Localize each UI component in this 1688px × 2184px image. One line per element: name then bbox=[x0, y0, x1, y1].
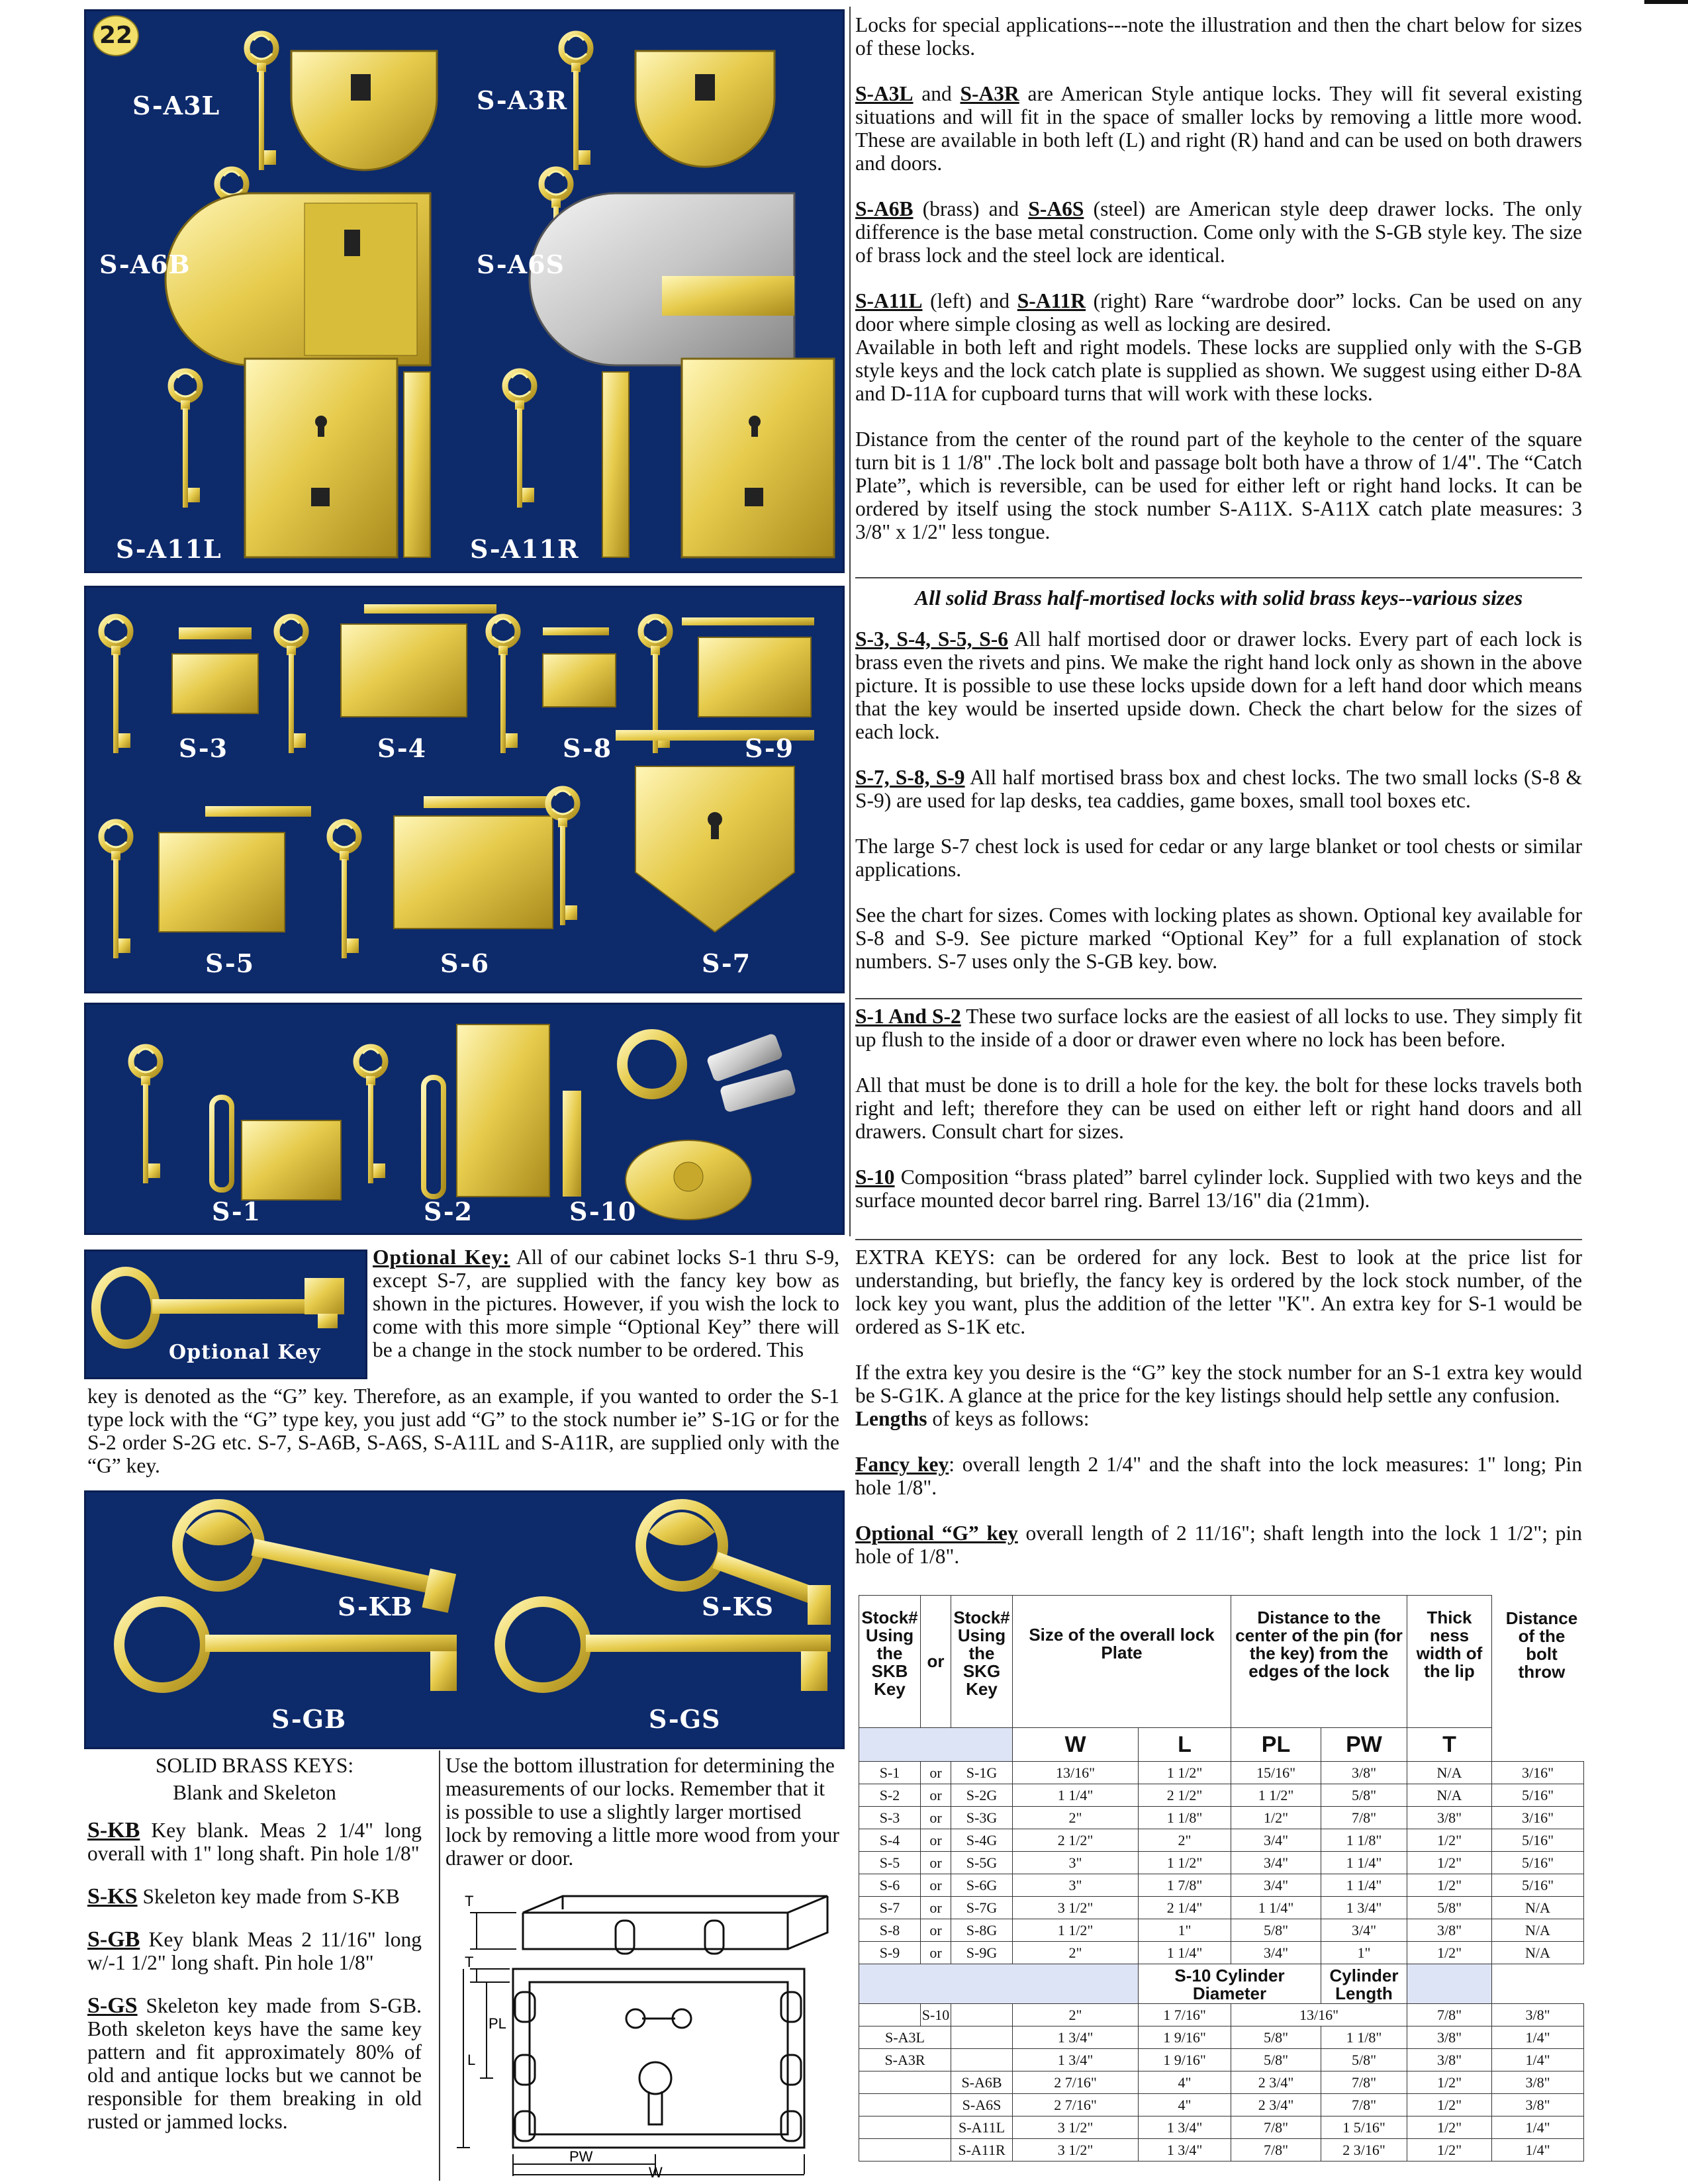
label-s-a11l: S-A11L bbox=[116, 534, 222, 564]
chart-cell: 2 3/16" bbox=[1321, 2139, 1407, 2161]
chart-cell: 3/8" bbox=[1492, 2094, 1584, 2116]
desc-s-gb: Key blank Meas 2 11/16" long w/-1 1/2" long shaft. Pin hole 1/8" bbox=[87, 1928, 422, 1974]
lengths-bold: Lengths bbox=[855, 1407, 927, 1430]
paragraph-s7-s9 bbox=[855, 766, 1582, 812]
chart-cell: 1/2" bbox=[1407, 1852, 1492, 1874]
chart-cell: S-6G bbox=[951, 1874, 1013, 1897]
chart-letter-row bbox=[859, 1728, 1584, 1762]
label-s-a6s: S-A6S bbox=[477, 250, 565, 279]
code-s-a3r: S-A3R bbox=[960, 82, 1019, 105]
chart-cell: 1 1/8" bbox=[1139, 1807, 1231, 1829]
chart-cell: N/A bbox=[1492, 1942, 1584, 1964]
chart-cell bbox=[951, 2026, 1013, 2049]
label-s-4: S-4 bbox=[377, 733, 427, 763]
chart-cell: 3 1/2" bbox=[1013, 2139, 1139, 2161]
chart-cell: 1 1/8" bbox=[1321, 2026, 1407, 2049]
code-s3-s6: S-3, S-4, S-5, S-6 bbox=[855, 627, 1008, 651]
label-s-2: S-2 bbox=[424, 1197, 473, 1226]
chart-cell: 1/2" bbox=[1407, 1942, 1492, 1964]
chart-cell: 1 3/4" bbox=[1139, 2139, 1231, 2161]
chart-cell: 5/16" bbox=[1492, 1829, 1584, 1852]
right-column-text-4 bbox=[855, 1246, 1582, 1568]
header-pin-distance: Distance to the center of the pin (for the key) from the edges of the lock bbox=[1231, 1596, 1407, 1728]
chart-cell: S-5G bbox=[951, 1852, 1013, 1874]
chart-cell: 2 1/2" bbox=[1013, 1829, 1139, 1852]
solid-brass-keys-text bbox=[87, 1754, 422, 2146]
chart-cell: 4" bbox=[1139, 2071, 1231, 2094]
chart-cell: 5/16" bbox=[1492, 1874, 1584, 1897]
label-s-10: S-10 bbox=[569, 1197, 637, 1226]
letter-l: L bbox=[1139, 1728, 1231, 1762]
chart-cell: 1/2" bbox=[1231, 1807, 1321, 1829]
chart-cell: 4" bbox=[1139, 2094, 1231, 2116]
chart-cell: N/A bbox=[1492, 1897, 1584, 1919]
chart-row bbox=[859, 2004, 1584, 2026]
chart-cell: 3/4" bbox=[1231, 1874, 1321, 1897]
chart-cell: 13/16" bbox=[1231, 2004, 1407, 2026]
chart-cell: 1 9/16" bbox=[1139, 2049, 1231, 2071]
chart-cell: S-A11L bbox=[951, 2116, 1013, 2139]
chart-cell: 3/8" bbox=[1321, 1762, 1407, 1784]
header-skg: Stock# Using the SKG Key bbox=[951, 1596, 1013, 1728]
chart-cell bbox=[859, 2094, 951, 2116]
chart-cell: 2" bbox=[1013, 1942, 1139, 1964]
paragraph-s7-large: The large S-7 chest lock is used for cedar or any large blanket or tool chests or similar applications. bbox=[855, 835, 1582, 881]
chart-cell: 3/8" bbox=[1492, 2071, 1584, 2094]
paragraph-drill: All that must be done is to drill a hole for the key. the bolt for these locks travels both right and left; therefore they can be used on either left or right hand doors and all drawers. Consult chart for sizes. bbox=[855, 1073, 1582, 1143]
chart-cell: 1/4" bbox=[1492, 2026, 1584, 2049]
code-s-a6b: S-A6B bbox=[855, 197, 914, 220]
chart-row bbox=[859, 1942, 1584, 1964]
header-cylinder-diameter: S-10 Cylinder Diameter bbox=[1139, 1964, 1321, 2004]
chart-cell: 2 7/16" bbox=[1013, 2094, 1139, 2116]
paragraph-s3-s6 bbox=[855, 627, 1582, 743]
code-s1-s2: S-1 And S-2 bbox=[855, 1005, 961, 1028]
chart-cell bbox=[859, 2071, 951, 2094]
chart-cell: 1 1/2" bbox=[1013, 1919, 1139, 1942]
optional-key-text-continued bbox=[87, 1385, 839, 1477]
chart-cell: 5/8" bbox=[1231, 2026, 1321, 2049]
paragraph-s10 bbox=[855, 1165, 1582, 1212]
label-s-9: S-9 bbox=[745, 733, 794, 763]
chart-cell: 1/4" bbox=[1492, 2116, 1584, 2139]
code-s-a6s: S-A6S bbox=[1028, 197, 1084, 220]
chart-cell: 15/16" bbox=[1231, 1762, 1321, 1784]
desc-s-a6: (steel) are American style deep drawer locks. The only difference is the base metal construction. Come only with the S-GB style key. The size of brass lock and the steel lock are identical. bbox=[855, 197, 1582, 267]
label-s-7: S-7 bbox=[702, 948, 751, 978]
chart-cell: 7/8" bbox=[1321, 1807, 1407, 1829]
chart-row bbox=[859, 1829, 1584, 1852]
chart-cell: S-2 bbox=[859, 1784, 921, 1807]
chart-cell: 3" bbox=[1013, 1852, 1139, 1874]
chart-cell: S-A3R bbox=[859, 2049, 951, 2071]
keys-heading-1: SOLID BRASS KEYS: bbox=[155, 1754, 354, 1777]
code-s-a11l: S-A11L bbox=[855, 289, 923, 312]
label-s-a3r: S-A3R bbox=[477, 85, 568, 115]
chart-cell: N/A bbox=[1492, 1919, 1584, 1942]
letter-t: T bbox=[1407, 1728, 1492, 1762]
chart-cell: S-10 bbox=[921, 2004, 951, 2026]
chart-cell: 1" bbox=[1321, 1942, 1407, 1964]
chart-row bbox=[859, 1852, 1584, 1874]
chart-cell: or bbox=[921, 1762, 951, 1784]
keys-heading-2: Blank and Skeleton bbox=[173, 1781, 336, 1804]
optional-key-text bbox=[373, 1246, 839, 1361]
chart-cell: S-8 bbox=[859, 1919, 921, 1942]
chart-cell: 5/8" bbox=[1407, 1897, 1492, 1919]
optional-key-title: Optional Key: bbox=[373, 1246, 510, 1269]
desc-s7-s9: All half mortised brass box and chest locks. The two small locks (S-8 & S-9) are used for lap desks, tea caddies, game boxes, small tool boxes etc. bbox=[855, 766, 1583, 812]
chart-cell: 3/8" bbox=[1407, 2026, 1492, 2049]
chart-cell: 7/8" bbox=[1321, 2094, 1407, 2116]
chart-cell: 1 1/2" bbox=[1139, 1852, 1231, 1874]
chart-cell: 1/2" bbox=[1407, 2071, 1492, 2094]
chart-row bbox=[859, 2071, 1584, 2094]
chart-row bbox=[859, 2094, 1584, 2116]
text-left-and: (left) and bbox=[922, 289, 1017, 312]
label-optional-key: Optional Key bbox=[169, 1341, 321, 1364]
label-s-a6b: S-A6B bbox=[99, 250, 191, 279]
code-s-a3l: S-A3L bbox=[855, 82, 914, 105]
chart-cell: 5/8" bbox=[1321, 1784, 1407, 1807]
code-s-kb: S-KB bbox=[87, 1818, 140, 1843]
chart-cell bbox=[951, 2004, 1013, 2026]
chart-cell: or bbox=[921, 1874, 951, 1897]
chart-cell: S-A6B bbox=[951, 2071, 1013, 2094]
chart-cell: 1 7/8" bbox=[1139, 1874, 1231, 1897]
paragraph-s-a3 bbox=[855, 82, 1582, 175]
chart-cell: 3/8" bbox=[1492, 2004, 1584, 2026]
chart-cell: 1 1/2" bbox=[1139, 1762, 1231, 1784]
chart-cell: 7/8" bbox=[1321, 2071, 1407, 2094]
paragraph-g-key: If the extra key you desire is the “G” key the stock number for an S-1 extra key would be S-G1K. A glance at the price for the key listings should help settle any confusion. bbox=[855, 1361, 1582, 1407]
right-column-text-3 bbox=[855, 1005, 1582, 1212]
header-skb: Stock# Using the SKB Key bbox=[859, 1596, 921, 1728]
column-divider bbox=[849, 7, 851, 1236]
chart-cell: 3/8" bbox=[1407, 1919, 1492, 1942]
code-s-a11r: S-A11R bbox=[1017, 289, 1086, 312]
panel-half-mortised-locks bbox=[84, 586, 845, 993]
chart-cell: 1/2" bbox=[1407, 1829, 1492, 1852]
chart-cell: 2 1/4" bbox=[1139, 1897, 1231, 1919]
desc-optional-g-key: overall length of 2 11/16"; shaft length into the lock 1 1/2"; pin hole of 1/8". bbox=[855, 1522, 1582, 1568]
chart-subheader-row bbox=[859, 1964, 1584, 2004]
panel-surface-locks bbox=[84, 1003, 845, 1235]
chart-cell: 1/2" bbox=[1407, 2139, 1492, 2161]
chart-cell: 1/4" bbox=[1492, 2049, 1584, 2071]
chart-cell: S-7 bbox=[859, 1897, 921, 1919]
lock-size-chart bbox=[859, 1595, 1584, 2161]
right-column-text-2 bbox=[855, 627, 1582, 973]
chart-cell: S-A11R bbox=[951, 2139, 1013, 2161]
dim-label-pw: PW bbox=[569, 2148, 593, 2165]
optional-key-desc-2: key is denoted as the “G” key. Therefore, as an example, if you wanted to order the S-1 type lock with the “G” type key, you just add “G” to the stock number ie” S-1G or for the S-2 order S-2G etc. S-7, S-A6B, S-A6S, S-A11L and S-A11R, are supplied only with the “G” key. bbox=[87, 1385, 839, 1477]
half-mortised-heading: All solid Brass half-mortised locks with solid brass keys--various sizes bbox=[914, 586, 1523, 610]
chart-cell: 3 1/2" bbox=[1013, 1897, 1139, 1919]
chart-cell: 2 3/4" bbox=[1231, 2094, 1321, 2116]
text-and: and bbox=[913, 82, 961, 105]
paragraph-s-a11-models: Available in both left and right models. These locks are supplied only with the S-GB style keys and the lock catch plate is supplied as shown. We suggest using either D-8A and D-11A for cupboard turns that will work with these locks. bbox=[855, 336, 1582, 405]
chart-cell: S-8G bbox=[951, 1919, 1013, 1942]
chart-cell: 1 1/2" bbox=[1231, 1784, 1321, 1807]
desc-s-ks: Skeleton key made from S-KB bbox=[137, 1885, 400, 1908]
code-fancy-key: Fancy key bbox=[855, 1453, 949, 1476]
desc-s-a3: are American Style antique locks. They will fit several existing situations and will fit in the space of smaller locks by removing a little more wood. These are available in both left (L) and right (R) hand and can be used on both drawers and doors. bbox=[855, 82, 1582, 175]
lengths-rest: of keys as follows: bbox=[927, 1407, 1090, 1430]
chart-cell: or bbox=[921, 1829, 951, 1852]
dim-label-t-lip: T bbox=[465, 1954, 474, 1970]
chart-cell: or bbox=[921, 1919, 951, 1942]
chart-cell: S-3G bbox=[951, 1807, 1013, 1829]
chart-cell: 13/16" bbox=[1013, 1762, 1139, 1784]
chart-cell: 5/16" bbox=[1492, 1784, 1584, 1807]
chart-cell: 1 1/4" bbox=[1321, 1852, 1407, 1874]
chart-cell: 1 7/16" bbox=[1139, 2004, 1231, 2026]
chart-cell: or bbox=[921, 1807, 951, 1829]
chart-cell: 2" bbox=[1013, 2004, 1139, 2026]
chart-cell: S-A3L bbox=[859, 2026, 951, 2049]
chart-cell: 1 1/4" bbox=[1013, 1784, 1139, 1807]
measurement-text: Use the bottom illustration for determining the measurements of our locks. Remember that it is possible to use a slightly larger mortised lock by removing a little more wood from your drawer or door. bbox=[445, 1754, 839, 1870]
paragraph-extra-keys: EXTRA KEYS: can be ordered for any lock. Best to look at the price list for understanding, but briefly, the fancy key is ordered by the lock stock number, of the lock key you want, plus the addition of the letter "K". An extra key for S-1 would be ordered as S-1K etc. bbox=[855, 1246, 1582, 1338]
chart-cell: S-7G bbox=[951, 1897, 1013, 1919]
heading-rule bbox=[855, 577, 1582, 578]
chart-cell bbox=[951, 2049, 1013, 2071]
chart-cell: 1/2" bbox=[1407, 1874, 1492, 1897]
label-s-a11r: S-A11R bbox=[470, 534, 579, 564]
chart-header-row bbox=[859, 1596, 1584, 1728]
panel-optional-key bbox=[84, 1250, 367, 1379]
chart-cell: S-9G bbox=[951, 1942, 1013, 1964]
chart-cell: S-1 bbox=[859, 1762, 921, 1784]
paragraph-distance: Distance from the center of the round part of the keyhole to the center of the square turn bit is 1 1/8" .The lock bolt and passage bolt both have a throw of 1/4". The “Catch Plate”, which is reversible, can be used for either left or right hand locks. It can be ordered by itself using the stock number S-A11X. S-A11X catch plate measures: 3 3/8" x 1/2" less tongue. bbox=[855, 428, 1582, 543]
chart-cell: 3/8" bbox=[1407, 1807, 1492, 1829]
chart-cell: 1 1/4" bbox=[1231, 1897, 1321, 1919]
intro-paragraph: Locks for special applications---note the illustration and then the chart below for sizes of these locks. bbox=[855, 13, 1582, 60]
chart-cell: 5/8" bbox=[1321, 2049, 1407, 2071]
header-lip: Thick ness width of the lip bbox=[1407, 1596, 1492, 1728]
chart-row bbox=[859, 2026, 1584, 2049]
code-s-ks: S-KS bbox=[87, 1884, 138, 1909]
chart-cell: S-6 bbox=[859, 1874, 921, 1897]
label-s-5: S-5 bbox=[205, 948, 255, 978]
chart-cell: 1 3/4" bbox=[1013, 2049, 1139, 2071]
letter-pw: PW bbox=[1321, 1728, 1407, 1762]
chart-cell: N/A bbox=[1407, 1762, 1492, 1784]
chart-cell: 7/8" bbox=[1407, 2004, 1492, 2026]
page-number-badge: 22 bbox=[93, 15, 139, 56]
panel-special-locks bbox=[84, 9, 845, 573]
dim-label-t-top: T bbox=[465, 1893, 474, 1909]
label-s-1: S-1 bbox=[212, 1197, 261, 1226]
label-s-gb: S-GB bbox=[271, 1704, 347, 1734]
chart-cell: 1 1/4" bbox=[1139, 1942, 1231, 1964]
chart-cell: S-5 bbox=[859, 1852, 921, 1874]
chart-cell: S-2G bbox=[951, 1784, 1013, 1807]
panel-brass-keys bbox=[84, 1490, 845, 1749]
chart-cell: or bbox=[921, 1942, 951, 1964]
half-mortised-locks-illustration bbox=[86, 588, 843, 991]
chart-row bbox=[859, 2049, 1584, 2071]
surface-rule bbox=[855, 998, 1582, 999]
chart-cell: 2" bbox=[1139, 1829, 1231, 1852]
chart-cell: 1/2" bbox=[1407, 2094, 1492, 2116]
chart-cell: 3/4" bbox=[1321, 1919, 1407, 1942]
right-column-text bbox=[855, 13, 1582, 543]
chart-row bbox=[859, 1762, 1584, 1784]
chart-cell: 5/8" bbox=[1231, 1919, 1321, 1942]
desc-fancy-key: : overall length 2 1/4" and the shaft into the lock measures: 1" long; Pin hole 1/8". bbox=[855, 1453, 1582, 1499]
lock-measurement-diagram bbox=[450, 1893, 841, 2177]
chart-cell: 7/8" bbox=[1231, 2116, 1321, 2139]
label-s-kb: S-KB bbox=[338, 1592, 413, 1621]
label-s-a3l: S-A3L bbox=[132, 91, 220, 120]
chart-cell: 3/4" bbox=[1231, 1942, 1321, 1964]
chart-cell: 1/2" bbox=[1407, 2116, 1492, 2139]
chart-cell: 1 3/4" bbox=[1321, 1897, 1407, 1919]
paragraph-s-a6 bbox=[855, 197, 1582, 267]
chart-cell: 3/4" bbox=[1231, 1829, 1321, 1852]
chart-row bbox=[859, 1919, 1584, 1942]
extra-keys-rule bbox=[855, 1239, 1582, 1240]
chart-cell: S-9 bbox=[859, 1942, 921, 1964]
header-cylinder-length: Cylinder Length bbox=[1321, 1964, 1407, 2004]
dim-label-w: W bbox=[649, 2164, 663, 2177]
chart-cell: 3/16" bbox=[1492, 1762, 1584, 1784]
chart-cell bbox=[859, 2004, 921, 2026]
chart-row bbox=[859, 1897, 1584, 1919]
chart-cell: 5/8" bbox=[1231, 2049, 1321, 2071]
chart-cell: 1 3/4" bbox=[1139, 2116, 1231, 2139]
optional-key-desc-1: All of our cabinet locks S-1 thru S-9, except S-7, are supplied with the fancy key bow as shown in the pictures. However, if you wish the lock to come with this more simple “Optional Key” there will be a change in the stock number to be ordered. This bbox=[373, 1246, 839, 1361]
chart-row bbox=[859, 1874, 1584, 1897]
chart-cell: 3" bbox=[1013, 1874, 1139, 1897]
text-brass-and: (brass) and bbox=[913, 197, 1029, 220]
header-bolt-throw: Distance of the bolt throw bbox=[1505, 1608, 1578, 1682]
chart-cell bbox=[859, 2116, 951, 2139]
letter-pl: PL bbox=[1231, 1728, 1321, 1762]
page-edge-mark bbox=[1644, 0, 1688, 4]
chart-cell: or bbox=[921, 1852, 951, 1874]
label-s-8: S-8 bbox=[563, 733, 612, 763]
chart-cell: 3/4" bbox=[1231, 1852, 1321, 1874]
desc-s-kb: Key blank. Meas 2 1/4" long overall with 1" long shaft. Pin hole 1/8" bbox=[87, 1819, 422, 1865]
dim-label-l: L bbox=[467, 2052, 476, 2068]
chart-cell: 2 7/16" bbox=[1013, 2071, 1139, 2094]
desc-s-gs: Skeleton key made from S-GB. Both skeleton keys have the same key pattern and fit approximately 80% of old and antique locks but we cannot be responsible for them breaking in old rusted or jammed locks. bbox=[87, 1994, 422, 2133]
chart-row bbox=[859, 2139, 1584, 2161]
chart-cell: S-1G bbox=[951, 1762, 1013, 1784]
desc-s10: Composition “brass plated” barrel cylinder lock. Supplied with two keys and the surface mounted decor barrel ring. Barrel 13/16" dia (21mm). bbox=[855, 1165, 1582, 1212]
chart-cell: 1" bbox=[1139, 1919, 1231, 1942]
label-s-gs: S-GS bbox=[649, 1704, 721, 1734]
chart-cell: 3 1/2" bbox=[1013, 2116, 1139, 2139]
paragraph-fancy-key bbox=[855, 1453, 1582, 1499]
dim-label-pl: PL bbox=[489, 2015, 506, 2032]
paragraph-lengths bbox=[855, 1407, 1582, 1430]
desc-s1-s2: These two surface locks are the easiest of all locks to use. They simply fit up flush to the inside of a door or drawer even where no lock has been before. bbox=[855, 1005, 1582, 1051]
paragraph-s1-s2 bbox=[855, 1005, 1582, 1051]
chart-cell: 1 3/4" bbox=[1013, 2026, 1139, 2049]
chart-cell bbox=[859, 2139, 951, 2161]
code-optional-g-key: Optional “G” key bbox=[855, 1522, 1018, 1545]
chart-cell: 1/4" bbox=[1492, 2139, 1584, 2161]
code-s-gs: S-GS bbox=[87, 1993, 138, 2018]
code-s10: S-10 bbox=[855, 1165, 895, 1189]
chart-cell: 5/16" bbox=[1492, 1852, 1584, 1874]
chart-cell: N/A bbox=[1407, 1784, 1492, 1807]
chart-cell: or bbox=[921, 1784, 951, 1807]
label-s-6: S-6 bbox=[440, 948, 490, 978]
chart-cell: or bbox=[921, 1897, 951, 1919]
chart-cell: 2 1/2" bbox=[1139, 1784, 1231, 1807]
chart-cell: 2 3/4" bbox=[1231, 2071, 1321, 2094]
desc-s3-s6: All half mortised door or drawer locks. Every part of each lock is brass even the rivets and pins. We make the right hand lock only as shown in the above picture. It is possible to use these locks upside down for a left hand door which means that the key would be inserted upside down. Check the chart below for the sizes of each lock. bbox=[855, 627, 1582, 743]
chart-cell: 3/16" bbox=[1492, 1807, 1584, 1829]
desc-s-a11: (right) Rare “wardrobe door” locks. Can be used on any door where simple closing as well as locking are desired. bbox=[855, 289, 1583, 336]
chart-cell: S-4G bbox=[951, 1829, 1013, 1852]
chart-cell: 3/8" bbox=[1407, 2049, 1492, 2071]
label-s-3: S-3 bbox=[179, 733, 228, 763]
code-s7-s9: S-7, S-8, S-9 bbox=[855, 766, 965, 789]
chart-cell: S-4 bbox=[859, 1829, 921, 1852]
chart-row bbox=[859, 1807, 1584, 1829]
chart-cell: 1 5/16" bbox=[1321, 2116, 1407, 2139]
chart-cell: 1 9/16" bbox=[1139, 2026, 1231, 2049]
chart-cell: 1 1/4" bbox=[1321, 1874, 1407, 1897]
measure-divider bbox=[439, 1751, 440, 2181]
chart-cell: 7/8" bbox=[1231, 2139, 1321, 2161]
chart-row bbox=[859, 1784, 1584, 1807]
label-s-ks: S-KS bbox=[702, 1592, 774, 1621]
chart-cell: S-3 bbox=[859, 1807, 921, 1829]
paragraph-optional-g-key bbox=[855, 1522, 1582, 1568]
letter-w: W bbox=[1013, 1728, 1139, 1762]
chart-cell: 2" bbox=[1013, 1807, 1139, 1829]
chart-row bbox=[859, 2116, 1584, 2139]
code-s-gb: S-GB bbox=[87, 1927, 140, 1952]
paragraph-s-a11 bbox=[855, 289, 1582, 336]
header-or: or bbox=[921, 1596, 951, 1728]
chart-cell: 1 1/8" bbox=[1321, 1829, 1407, 1852]
chart-cell: S-A6S bbox=[951, 2094, 1013, 2116]
paragraph-s7-chart: See the chart for sizes. Comes with locking plates as shown. Optional key available for S-8 and S-9. See picture marked “Optional Key” for a full explanation of stock numbers. S-7 uses only the S-GB key. bow. bbox=[855, 903, 1582, 973]
header-plate-size: Size of the overall lock Plate bbox=[1013, 1596, 1231, 1728]
measurement-instructions bbox=[445, 1754, 839, 1870]
